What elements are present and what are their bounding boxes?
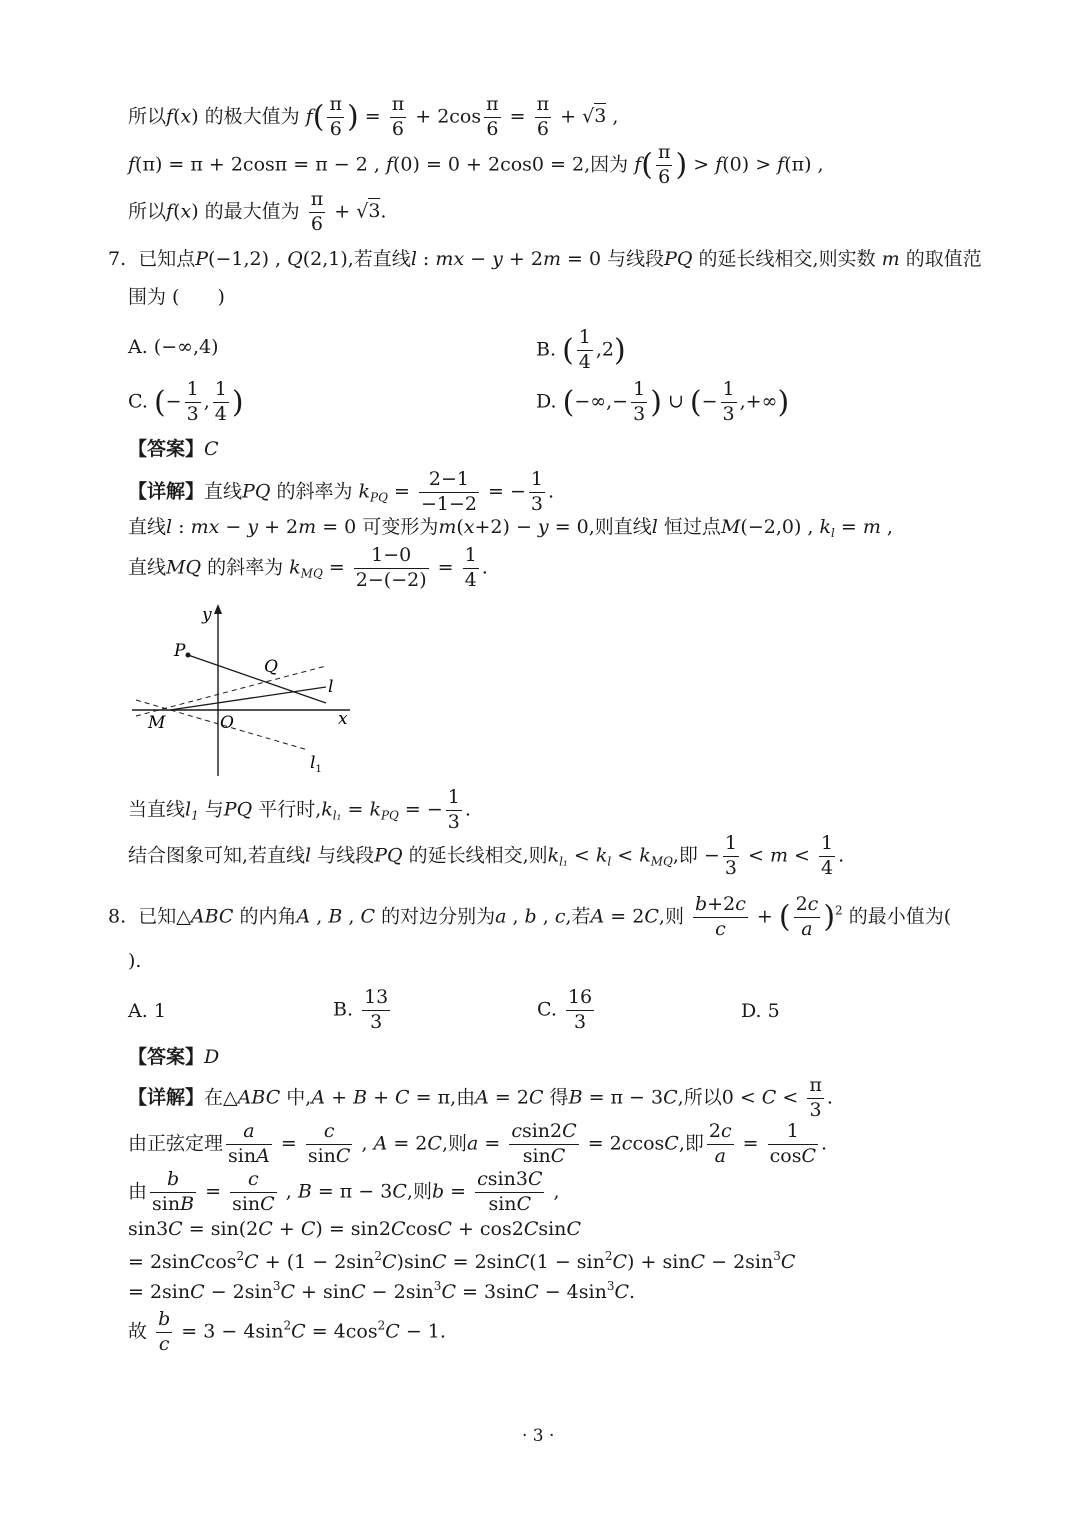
q8-option-d: D. 5: [741, 1000, 780, 1022]
q8-answer: 【答案】D: [128, 1046, 220, 1068]
label-x: x: [338, 709, 348, 729]
q8-detail-5: = 2sinCcos$^2$C + $(1 - 2\sin^2C)\sin C = 2\sin C(1 - \sin^2C) + \sin C - 2\sin^3C$: [128, 1249, 796, 1273]
q7-option-d: D. (−∞,− $\frac{1}{3}$ ) ∪ (− $\frac{1}{3}$ ,+∞): [536, 378, 790, 425]
label-o: O: [220, 713, 234, 733]
q8-option-b: B. $\frac{13}{3}$: [333, 986, 389, 1033]
q7-detail-3: 直线MQ 的斜率为 $k_{MQ}$ = $\frac{1-0}{2-(-2)}$ = $\frac{1}{4}$ .: [128, 544, 488, 591]
label-p: P: [174, 641, 186, 661]
q7-detail-1: 【详解】直线PQ 的斜率为 $k_{PQ}$ = $\frac{2-1}{-1-2}$ = − $\frac{1}{3}$ .: [128, 468, 555, 515]
q7-option-c: C. (− $\frac{1}{3}$ , $\frac{1}{4}$ ): [128, 378, 244, 425]
q7-option-a: A. (−∞,4): [128, 336, 219, 358]
q7-detail-2: 直线l : mx − y + 2m = 0 可变形为m(x+2) − y = 0,则直线l 恒过点M(−2,0) , $k_l = m$ ,: [128, 516, 893, 540]
label-q: Q: [264, 657, 278, 677]
q7-figure: [128, 600, 368, 785]
q7-option-b: B. ( $\frac{1}{4}$ ,2): [536, 326, 626, 373]
q8-detail-7: 故 $\frac{b}{c}$ = $3 - 4\sin^2C = 4\cos^2C - 1$.: [128, 1308, 446, 1355]
segment-pq: [188, 655, 326, 703]
q8-detail-2: 由正弦定理 $\frac{a}{\sin A}$ = $\frac{c}{\sin C}$ , A = 2C,则a = $\frac{csin2C}{\sin C}$ = 2ccosC,即 $\frac{2c}{a}$ = $\frac{1}{\cos C}$ .: [128, 1120, 828, 1167]
label-y: y: [202, 605, 212, 625]
q8-detail-1: 【详解】在△ABC 中,A + B + C = π,由A = 2C 得B = π − 3C,所以0 < C < $\frac{\pi}{3}$ .: [128, 1074, 833, 1121]
q7-stem-line2: 围为 ( ): [128, 286, 225, 308]
q7-answer: 【答案】C: [128, 438, 219, 460]
label-l1: $l_1$: [310, 753, 322, 775]
q8-option-a: A. 1: [128, 1000, 166, 1022]
page-number: · 3 ·: [522, 1426, 555, 1446]
solution-line-2: f(π) = π + 2cosπ = π − 2 , f(0) = 0 + 2cos0 = 2,因为 f( $\frac{\pi}{6}$ ) > f(0) > f(π) ,: [128, 141, 824, 188]
q8-detail-6: = $2\sin C - 2\sin^3C + \sin C - 2\sin^3C = 3\sin C - 4\sin^3C$.: [128, 1279, 636, 1303]
label-l: l: [328, 677, 334, 697]
label-m: M: [148, 713, 166, 733]
q8-stem-line2: ).: [128, 950, 142, 972]
line-l: [170, 687, 326, 710]
solution-line-3: 所以f(x) 的最大值为 $\frac{\pi}{6}$ + √3.: [128, 188, 387, 235]
q7-after-figure-1: 当直线$l_1$ 与PQ 平行时$,k_{l_1} = k_{PQ}$ = − $\frac{1}{3}$ .: [128, 786, 471, 833]
q8-option-c: C. $\frac{16}{3}$: [537, 986, 593, 1033]
q8-detail-4: sin3C = sin(2C + C) = sin2CcosC + cos2CsinC: [128, 1218, 581, 1240]
q8-detail-3: 由 $\frac{b}{\sin B}$ = $\frac{c}{\sin C}$ , B = π − 3C,则b = $\frac{csin3C}{\sin C}$ ,: [128, 1168, 560, 1215]
q7-stem: 7. 已知点P(−1,2) , Q(2,1),若直线l : mx − y + 2m = 0 与线段PQ 的延长线相交,则实数 m 的取值范: [108, 248, 982, 270]
q8-stem: 8. 已知△ABC 的内角A , B , C 的对边分别为a , b , c,若A = 2C,则 $\frac{b+2c}{c}$ + ( $\frac{2c}{a}$ )$^2$ 的最小值为(: [108, 893, 952, 940]
point-p: [186, 653, 191, 658]
solution-line-1: 所以f(x) 的极大值为 f( $\frac{\pi}{6}$ ) = $\frac{\pi}{6}$ + 2cos $\frac{\pi}{6}$ = $\frac{\pi}{6}$ + √3 ,: [128, 93, 619, 140]
q7-after-figure-2: 结合图象可知,若直线l 与线段PQ 的延长线相交,则$k_{l_1} < k_l < k_{MQ}$,即 − $\frac{1}{3}$ < m < $\frac{1}{4}$ .: [128, 832, 845, 879]
y-axis-arrow: [214, 604, 222, 614]
